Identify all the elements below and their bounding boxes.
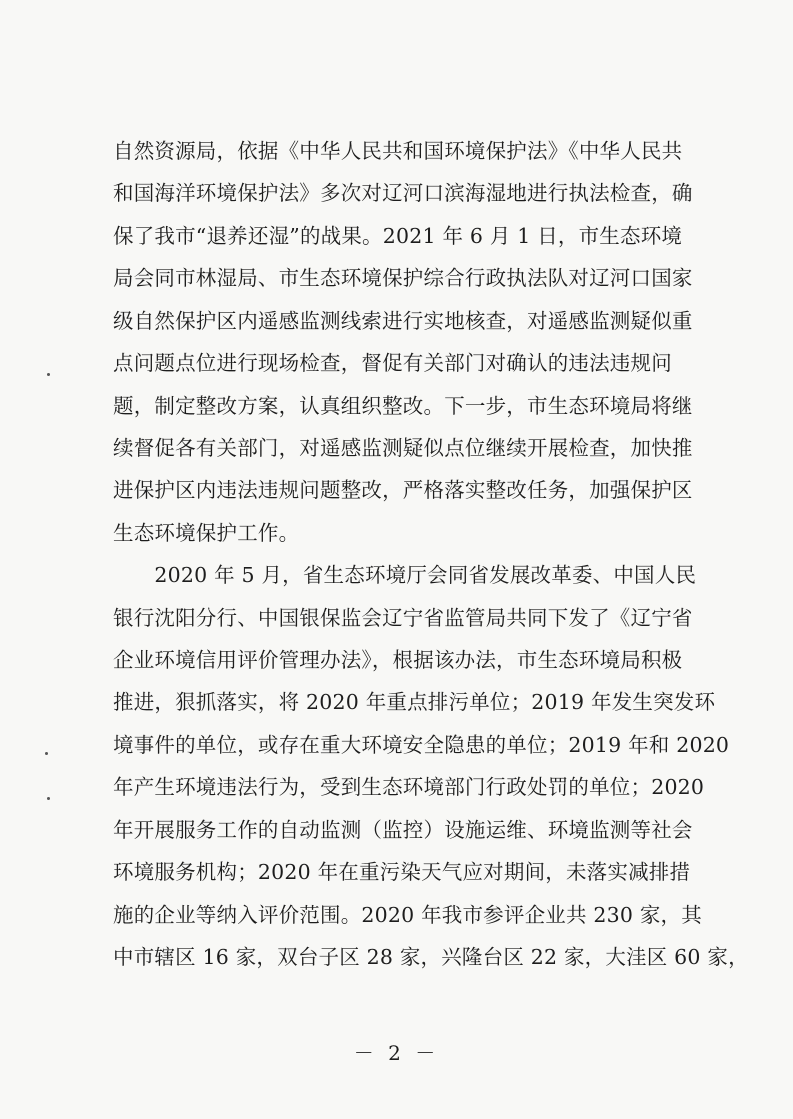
scan-speck [45, 752, 48, 755]
text-line: 推进，狠抓落实，将 2020 年重点排污单位；2019 年发生突发环 [113, 690, 716, 714]
page-number: － 2 － [353, 1041, 440, 1065]
text-line: 局会同市林湿局、市生态环境保护综合行政执法队对辽河口国家 [113, 266, 693, 290]
text-line: 题，制定整改方案，认真组织整改。下一步，市生态环境局将继 [113, 394, 693, 418]
text-line: 中市辖区 16 家，双台子区 28 家，兴隆台区 22 家，大洼区 60 家， [113, 945, 749, 969]
text-line: 点问题点位进行现场检查，督促有关部门对确认的违法违规问 [113, 351, 672, 375]
text-line: 企业环境信用评价管理办法》，根据该办法，市生态环境局积极 [113, 648, 683, 672]
text-line: 续督促各有关部门，对遥感监测疑似点位继续开展检查，加快推 [113, 436, 693, 460]
text-line: 级自然保护区内遥感监测线索进行实地核查，对遥感监测疑似重 [113, 309, 693, 333]
text-line: 环境服务机构；2020 年在重污染天气应对期间，未落实减排措 [113, 860, 691, 884]
text-line: 境事件的单位，或存在重大环境安全隐患的单位；2019 年和 2020 [113, 733, 730, 757]
text-line: 年产生环境违法行为，受到生态环境部门行政处罚的单位；2020 [113, 775, 705, 799]
text-line: 年开展服务工作的自动监测（监控）设施运维、环境监测等社会 [113, 818, 693, 842]
text-line: 进保护区内违法违规问题整改，严格落实整改任务，加强保护区 [113, 478, 693, 502]
text-line: 和国海洋环境保护法》多次对辽河口滨海湿地进行执法检查，确 [113, 181, 693, 205]
text-line: 银行沈阳分行、中国银保监会辽宁省监管局共同下发了《辽宁省 [113, 606, 693, 630]
text-line: 保了我市“退养还湿”的战果。2021 年 6 月 1 日，市生态环境 [113, 224, 683, 248]
scan-speck [47, 797, 50, 800]
text-line: 自然资源局，依据《中华人民共和国环境保护法》《中华人民共 [113, 139, 683, 163]
text-line: 施的企业等纳入评价范围。2020 年我市参评企业共 230 家，其 [113, 903, 702, 927]
text-line: 生态环境保护工作。 [113, 521, 300, 545]
text-line: 2020 年 5 月，省生态环境厅会同省发展改革委、中国人民 [113, 563, 697, 587]
scan-speck [47, 373, 50, 376]
